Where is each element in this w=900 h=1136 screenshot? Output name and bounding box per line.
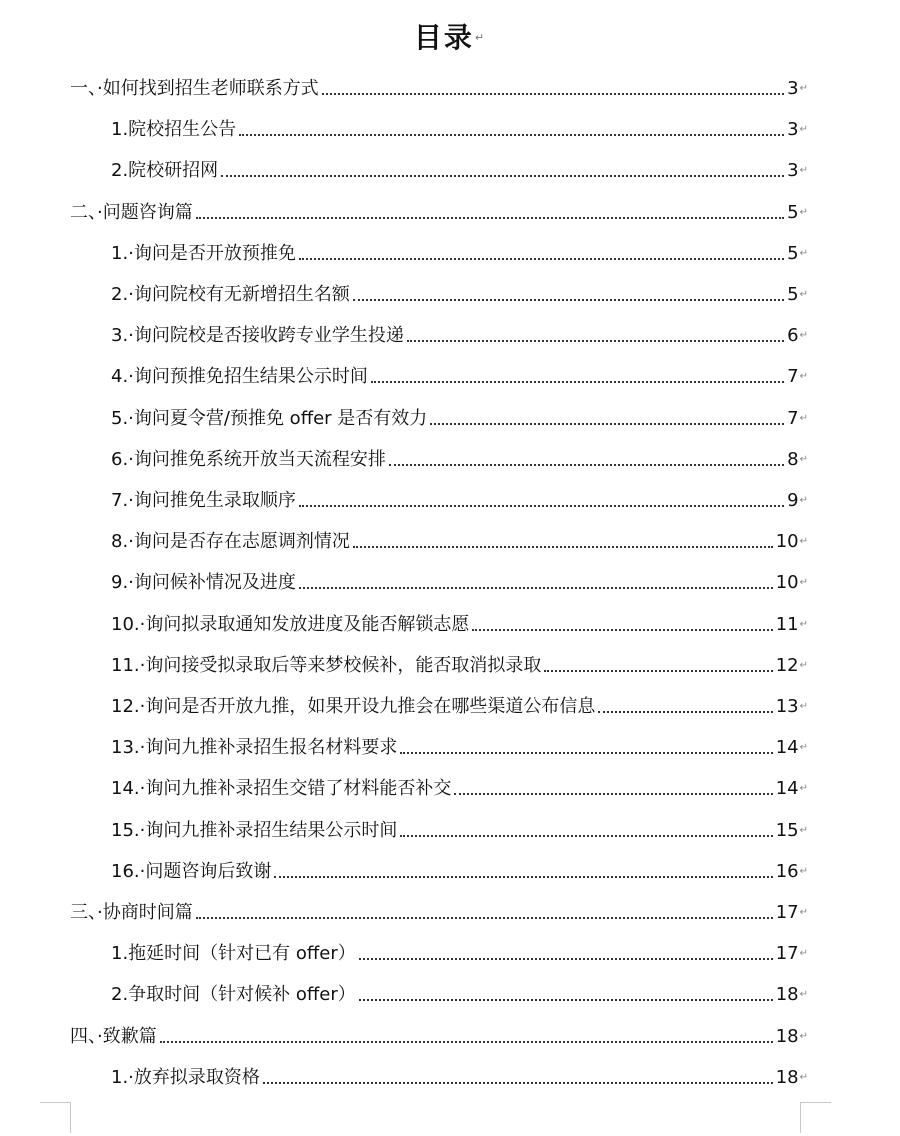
toc-dot-leader <box>263 1082 773 1084</box>
toc-entry[interactable] <box>70 1020 808 1050</box>
toc-entry-label: 15.·询问九推补录招生结果公示时间 <box>111 819 398 841</box>
toc-page-number: 14 <box>775 737 799 759</box>
toc-dot-leader <box>454 793 772 795</box>
toc-entry-label: 11.·询问接受拟录取后等来梦校候补，能否取消拟录取 <box>111 654 542 676</box>
toc-entry-label: 1.拖延时间（针对已有 offer） <box>111 943 356 965</box>
toc-entry-label: 1.·询问是否开放预推免 <box>111 242 296 264</box>
toc-page-number: 8 <box>787 448 799 470</box>
toc-entry-label: 13.·询问九推补录招生报名材料要求 <box>111 737 398 759</box>
paragraph-mark-icon: ↵ <box>799 618 808 630</box>
toc-page-number: 7 <box>787 407 799 429</box>
toc-page-number: 5 <box>787 242 799 264</box>
paragraph-mark-icon: ↵ <box>799 330 808 342</box>
paragraph-mark-icon: ↵ <box>474 31 487 44</box>
toc-page-number: 13 <box>775 696 799 717</box>
paragraph-mark-icon: ↵ <box>799 371 808 383</box>
toc-page-number: 14 <box>775 778 799 800</box>
toc-page-number: 12 <box>775 654 799 676</box>
toc-entry[interactable] <box>111 649 808 679</box>
toc-entry[interactable] <box>111 978 808 1008</box>
toc-entry[interactable] <box>111 690 808 720</box>
paragraph-mark-icon: ↵ <box>799 659 808 671</box>
toc-page-number: 3 <box>787 78 799 99</box>
toc-entry[interactable] <box>111 566 808 596</box>
toc-dot-leader <box>299 587 773 589</box>
toc-page-number: 10 <box>775 572 799 594</box>
paragraph-mark-icon: ↵ <box>799 742 808 754</box>
toc-entry-label: 2.·询问院校有无新增招生名额 <box>111 284 350 305</box>
toc-dot-leader <box>299 505 784 507</box>
toc-entry-label: 5.·询问夏令营/预推免 offer 是否有效力 <box>111 407 428 429</box>
paragraph-mark-icon: ↵ <box>799 536 808 548</box>
toc-entry-label: 12.·询问是否开放九推，如果开设九推会在哪些渠道公布信息 <box>111 696 596 717</box>
toc-dot-leader <box>389 464 784 466</box>
toc-page-number: 18 <box>775 1066 799 1088</box>
paragraph-mark-icon: ↵ <box>799 865 808 877</box>
toc-entry-label: 二、·问题咨询篇 <box>70 201 193 223</box>
toc-dot-leader <box>400 752 772 754</box>
toc-entry[interactable] <box>111 402 808 432</box>
toc-page-number: 17 <box>775 902 799 923</box>
paragraph-mark-icon: ↵ <box>799 495 808 506</box>
toc-page-number: 17 <box>775 943 799 965</box>
toc-entry[interactable] <box>111 814 808 844</box>
toc-page-number: 9 <box>787 490 799 511</box>
paragraph-mark-icon: ↵ <box>799 124 808 136</box>
toc-page-number: 7 <box>787 366 799 388</box>
toc-title-text: 目录 <box>413 21 474 54</box>
paragraph-mark-icon: ↵ <box>799 206 808 218</box>
toc-page-number: 3 <box>787 119 799 141</box>
toc-entry[interactable] <box>111 731 808 761</box>
paragraph-mark-icon: ↵ <box>799 247 808 259</box>
toc-page-number: 5 <box>787 284 799 305</box>
toc-page-number: 10 <box>775 531 799 553</box>
toc-entry-label: 9.·询问候补情况及进度 <box>111 572 296 594</box>
paragraph-mark-icon: ↵ <box>799 83 808 94</box>
toc-dot-leader <box>430 423 784 425</box>
toc-dot-leader <box>196 917 773 919</box>
toc-dot-leader <box>598 711 772 713</box>
paragraph-mark-icon: ↵ <box>799 289 808 300</box>
toc-entry-label: 4.·询问预推免招生结果公示时间 <box>111 366 368 388</box>
toc-dot-leader <box>544 670 772 672</box>
toc-dot-leader <box>322 93 784 95</box>
toc-entry-label: 3.·询问院校是否接收跨专业学生投递 <box>111 325 404 347</box>
toc-dot-leader <box>160 1041 773 1043</box>
toc-entry-label: 一、·如何找到招生老师联系方式 <box>70 78 319 99</box>
toc-entry[interactable] <box>111 237 808 267</box>
toc-page-number: 18 <box>775 1025 799 1047</box>
toc-dot-leader <box>371 381 784 383</box>
toc-entry[interactable] <box>111 484 808 514</box>
paragraph-mark-icon: ↵ <box>799 165 808 177</box>
toc-dot-leader <box>353 299 784 301</box>
paragraph-mark-icon: ↵ <box>799 824 808 836</box>
toc-page-number: 11 <box>775 613 799 635</box>
paragraph-mark-icon: ↵ <box>799 1071 808 1083</box>
toc-page-number: 15 <box>775 819 799 841</box>
toc-entry[interactable] <box>111 319 808 349</box>
paragraph-mark-icon: ↵ <box>799 453 808 465</box>
paragraph-mark-icon: ↵ <box>799 783 808 795</box>
page-corner-mark-right <box>800 1102 831 1133</box>
toc-entry[interactable] <box>70 196 808 226</box>
toc-page-number: 6 <box>787 325 799 347</box>
paragraph-mark-icon: ↵ <box>799 907 808 918</box>
paragraph-mark-icon: ↵ <box>799 412 808 424</box>
toc-entry-label: 四、·致歉篇 <box>70 1025 157 1047</box>
toc-dot-leader <box>299 258 784 260</box>
toc-entry[interactable] <box>111 443 808 473</box>
toc-entry[interactable] <box>111 154 808 184</box>
toc-entry-label: 1.院校招生公告 <box>111 119 237 141</box>
paragraph-mark-icon: ↵ <box>799 1030 808 1042</box>
toc-page-number: 16 <box>775 860 799 882</box>
toc-entry[interactable] <box>111 1061 808 1091</box>
page-corner-mark-left <box>40 1102 71 1133</box>
toc-entry[interactable] <box>111 113 808 143</box>
toc-dot-leader <box>221 175 784 177</box>
toc-entry-label: 6.·询问推免系统开放当天流程安排 <box>111 448 386 470</box>
toc-entry[interactable] <box>111 525 808 555</box>
toc-page-number: 3 <box>787 160 799 182</box>
toc-dot-leader <box>400 835 772 837</box>
toc-entry[interactable] <box>111 278 808 308</box>
toc-entry-label: 2.院校研招网 <box>111 160 219 182</box>
toc-entry[interactable] <box>70 72 808 102</box>
toc-page-number: 5 <box>787 201 799 223</box>
toc-dot-leader <box>359 958 773 960</box>
toc-dot-leader <box>239 134 784 136</box>
toc-entry[interactable] <box>111 937 808 967</box>
toc-entry[interactable] <box>70 896 808 926</box>
toc-dot-leader <box>196 217 784 219</box>
toc-entry-label: 10.·询问拟录取通知发放进度及能否解锁志愿 <box>111 613 470 635</box>
toc-entry-label: 三、·协商时间篇 <box>70 902 193 923</box>
toc-entry-label: 8.·询问是否存在志愿调剂情况 <box>111 531 350 553</box>
paragraph-mark-icon: ↵ <box>799 989 808 1001</box>
paragraph-mark-icon: ↵ <box>799 948 808 960</box>
toc-entry[interactable] <box>111 608 808 638</box>
toc-page-number: 18 <box>775 984 799 1006</box>
toc-entry-label: 14.·询问九推补录招生交错了材料能否补交 <box>111 778 452 800</box>
toc-entry[interactable] <box>111 772 808 802</box>
toc-entry-label: 16.·问题咨询后致谢 <box>111 860 272 882</box>
toc-entry-label: 7.·询问推免生录取顺序 <box>111 490 296 511</box>
toc-entry-label: 1.·放弃拟录取资格 <box>111 1066 260 1088</box>
paragraph-mark-icon: ↵ <box>799 701 808 712</box>
paragraph-mark-icon: ↵ <box>799 577 808 589</box>
toc-dot-leader <box>472 629 772 631</box>
toc-dot-leader <box>407 340 784 342</box>
toc-dot-leader <box>353 546 773 548</box>
toc-dot-leader <box>359 999 773 1001</box>
toc-dot-leader <box>274 876 772 878</box>
toc-entry[interactable] <box>111 360 808 390</box>
toc-entry[interactable] <box>111 855 808 885</box>
toc-entry-label: 2.争取时间（针对候补 offer） <box>111 984 356 1006</box>
